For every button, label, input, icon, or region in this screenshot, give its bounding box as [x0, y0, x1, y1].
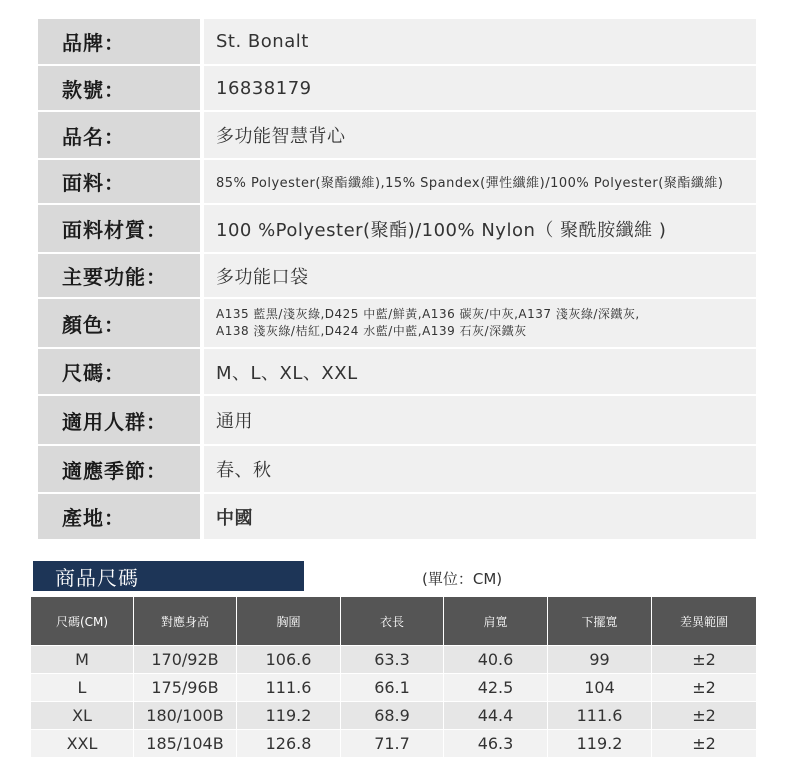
- table-row: [31, 674, 757, 702]
- spec-row-function: [38, 254, 756, 297]
- header-cell: 肩寬: [444, 597, 548, 646]
- size-unit-label: (單位：CM): [422, 570, 503, 588]
- table-cell: 175/96B: [134, 674, 237, 702]
- table-cell: 63.3: [341, 646, 444, 674]
- table-cell: 106.6: [237, 646, 341, 674]
- table-cell: 111.6: [237, 674, 341, 702]
- spec-label: 適用人群：: [38, 396, 200, 444]
- spec-table: [38, 19, 756, 541]
- table-cell: ±2: [652, 646, 757, 674]
- header-cell: 胸圍: [237, 597, 341, 646]
- table-cell: 44.4: [444, 702, 548, 730]
- table-cell: 119.2: [237, 702, 341, 730]
- table-cell: 66.1: [341, 674, 444, 702]
- spec-row-style-number: [38, 66, 756, 110]
- header-cell: 下擺寬: [548, 597, 652, 646]
- spec-label: 面料：: [38, 160, 200, 203]
- spec-value: M、L、XL、XXL: [204, 349, 756, 394]
- table-cell: 40.6: [444, 646, 548, 674]
- header-cell: 對應身高: [134, 597, 237, 646]
- table-cell: ±2: [652, 730, 757, 758]
- table-cell: 185/104B: [134, 730, 237, 758]
- spec-label: 品牌：: [38, 19, 200, 64]
- spec-label: 尺碼：: [38, 349, 200, 394]
- color-line-1: A135 藍黑/淺灰綠,D425 中藍/鮮黃,A136 碳灰/中灰,A137 淺灰綠/深鐵灰,: [216, 307, 640, 321]
- spec-value: 通用: [204, 396, 756, 444]
- size-table-header: [31, 597, 757, 646]
- spec-label: 主要功能：: [38, 254, 200, 297]
- spec-label: 品名：: [38, 112, 200, 158]
- table-row: [31, 730, 757, 758]
- spec-label: 顏色：: [38, 299, 200, 347]
- spec-label: 產地：: [38, 494, 200, 539]
- table-cell: 71.7: [341, 730, 444, 758]
- table-row: [31, 646, 757, 674]
- table-cell: ±2: [652, 674, 757, 702]
- table-cell: 126.8: [237, 730, 341, 758]
- spec-row-brand: [38, 19, 756, 64]
- table-cell: 119.2: [548, 730, 652, 758]
- spec-row-size: [38, 349, 756, 394]
- spec-label: 適應季節：: [38, 446, 200, 492]
- table-cell: XL: [31, 702, 134, 730]
- spec-row-origin: [38, 494, 756, 539]
- table-cell: 170/92B: [134, 646, 237, 674]
- spec-value: 中國: [204, 494, 756, 539]
- spec-value: 多功能智慧背心: [204, 112, 756, 158]
- table-cell: 42.5: [444, 674, 548, 702]
- table-cell: 180/100B: [134, 702, 237, 730]
- table-cell: 46.3: [444, 730, 548, 758]
- spec-row-material: [38, 205, 756, 252]
- color-line-2: A138 淺灰綠/桔紅,D424 水藍/中藍,A139 石灰/深鐵灰: [216, 324, 527, 338]
- table-row: [31, 702, 757, 730]
- table-cell: L: [31, 674, 134, 702]
- table-cell: 99: [548, 646, 652, 674]
- spec-value: St. Bonalt: [204, 19, 756, 64]
- spec-row-season: [38, 446, 756, 492]
- spec-value: 多功能口袋: [204, 254, 756, 297]
- spec-label: 款號：: [38, 66, 200, 110]
- spec-label: 面料材質：: [38, 205, 200, 252]
- table-cell: XXL: [31, 730, 134, 758]
- table-cell: 104: [548, 674, 652, 702]
- table-cell: 68.9: [341, 702, 444, 730]
- spec-row-color: [38, 299, 756, 347]
- spec-row-target-group: [38, 396, 756, 444]
- spec-value: 春、秋: [204, 446, 756, 492]
- header-cell: 衣長: [341, 597, 444, 646]
- spec-row-product-name: [38, 112, 756, 158]
- spec-value: [204, 299, 756, 347]
- size-table: [30, 596, 757, 758]
- spec-value: 100 %Polyester(聚酯)/100% Nylon（ 聚酰胺纖維 ): [204, 205, 756, 252]
- spec-value: 16838179: [204, 66, 756, 110]
- header-cell: 尺碼(CM): [31, 597, 134, 646]
- table-cell: M: [31, 646, 134, 674]
- table-cell: 111.6: [548, 702, 652, 730]
- spec-value: 85% Polyester(聚酯纖維),15% Spandex(彈性纖維)/100% Polyester(聚酯纖維): [204, 160, 756, 203]
- table-cell: ±2: [652, 702, 757, 730]
- spec-row-fabric: [38, 160, 756, 203]
- header-cell: 差異範圍: [652, 597, 757, 646]
- size-section-title: 商品尺碼: [33, 561, 304, 591]
